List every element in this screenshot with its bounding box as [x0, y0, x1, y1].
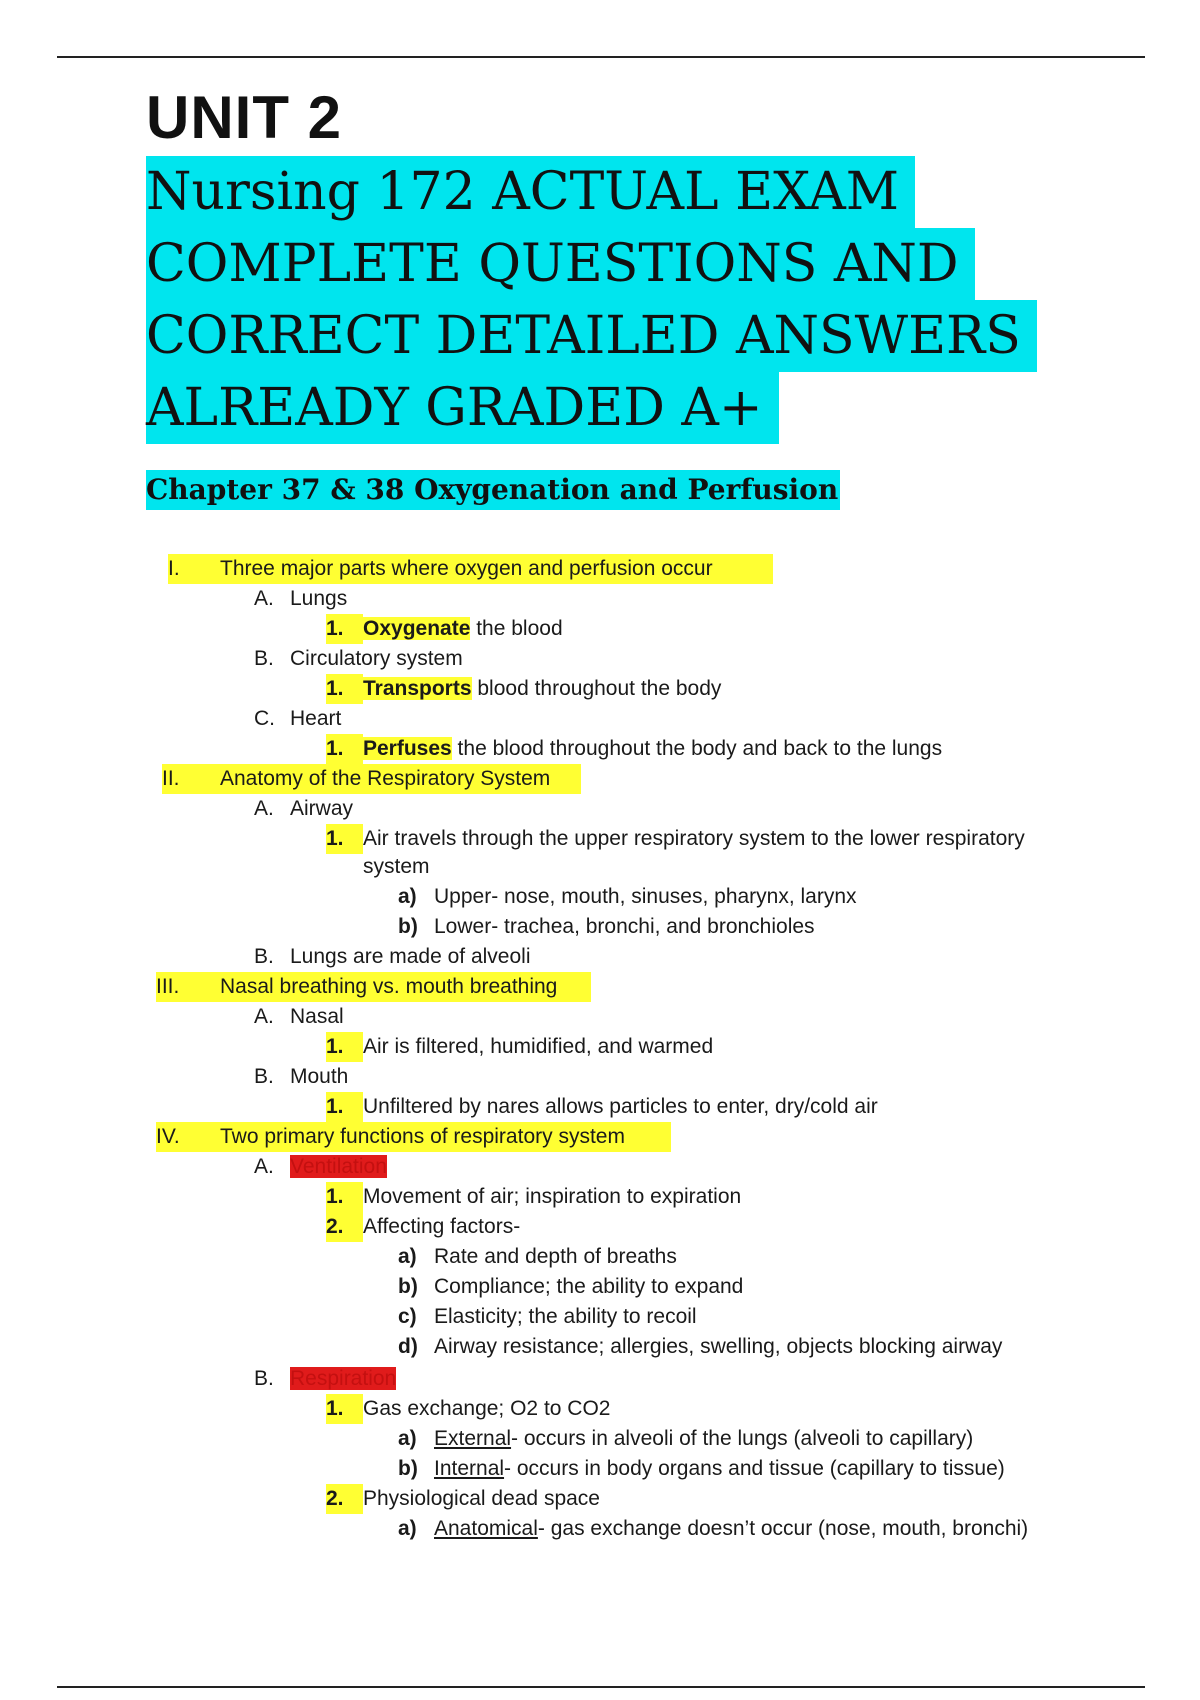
outline-item — [254, 584, 347, 614]
item-marker: c) — [398, 1305, 417, 1328]
item-marker: B. — [254, 1065, 274, 1088]
item-text: the blood throughout the body and back to the lungs — [451, 737, 943, 760]
item-marker: b) — [398, 1275, 418, 1298]
document-header — [146, 80, 1156, 510]
item-marker: 2. — [326, 1212, 363, 1242]
outline-subsubitem — [398, 1332, 1002, 1362]
key-term: Transports — [363, 677, 472, 700]
item-marker: a) — [398, 1517, 417, 1540]
item-marker: 1. — [326, 1182, 363, 1212]
section-text: Anatomy of the Respiratory System — [220, 767, 551, 790]
item-marker: 1. — [326, 734, 363, 764]
outline-item — [254, 704, 341, 734]
item-marker: A. — [254, 797, 274, 820]
item-text: Upper- nose, mouth, sinuses, pharynx, larynx — [434, 885, 857, 908]
item-text: Mouth — [290, 1065, 349, 1088]
item-text: - occurs in alveoli of the lungs (alveoli to capillary) — [511, 1427, 974, 1450]
outline-subitem — [326, 614, 563, 644]
item-text: Nasal — [290, 1005, 344, 1028]
item-text: - gas exchange doesn’t occur (nose, mouth, bronchi) — [537, 1517, 1029, 1540]
item-marker: a) — [398, 1427, 417, 1450]
item-text: Rate and depth of breaths — [434, 1245, 677, 1268]
outline-subsubitem — [398, 1272, 743, 1302]
outline-item — [254, 1152, 387, 1182]
chapter-heading: Chapter 37 & 38 Oxygenation and Perfusion — [146, 470, 840, 510]
outline-subsubitem — [398, 1302, 697, 1332]
outline-subsubitem — [398, 912, 815, 942]
outline-section — [156, 1122, 671, 1152]
section-text: Three major parts where oxygen and perfusion occur — [220, 557, 713, 580]
item-marker: A. — [254, 587, 274, 610]
outline-subitem — [326, 1394, 610, 1424]
item-text: Compliance; the ability to expand — [434, 1275, 744, 1298]
title-line: CORRECT DETAILED ANSWERS — [146, 300, 1037, 372]
item-marker: C. — [254, 707, 275, 730]
item-text: the blood — [470, 617, 563, 640]
outline-section — [162, 764, 581, 794]
item-text: Elasticity; the ability to recoil — [434, 1305, 697, 1328]
item-text: Airway — [290, 797, 354, 820]
item-text: Heart — [290, 707, 342, 730]
key-term: External — [434, 1427, 512, 1450]
key-term: Anatomical — [434, 1517, 538, 1540]
item-text: blood throughout the body — [471, 677, 722, 700]
key-term: Oxygenate — [363, 617, 471, 640]
roman-numeral: III. — [156, 975, 180, 998]
title-line: ALREADY GRADED A+ — [146, 372, 779, 444]
item-marker: B. — [254, 647, 274, 670]
item-marker: 1. — [326, 674, 363, 704]
unit-heading: UNIT 2 — [146, 84, 343, 151]
item-marker: 1. — [326, 1032, 363, 1062]
outline-subitem — [326, 824, 1025, 854]
item-text: Affecting factors- — [363, 1215, 521, 1238]
top-rule — [57, 56, 1145, 58]
title-line: Nursing 172 ACTUAL EXAM — [146, 156, 915, 228]
item-text: Lungs are made of alveoli — [290, 945, 531, 968]
outline-subitem — [326, 1212, 520, 1242]
section-text: Nasal breathing vs. mouth breathing — [220, 975, 558, 998]
item-text: Lower- trachea, bronchi, and bronchioles — [434, 915, 815, 938]
outline-item — [254, 942, 531, 972]
outline-subitem — [326, 1092, 878, 1122]
item-marker: 1. — [326, 824, 363, 854]
item-marker: b) — [398, 915, 418, 938]
item-text: Air is filtered, humidified, and warmed — [363, 1035, 714, 1058]
item-text: Physiological dead space — [363, 1487, 600, 1510]
key-term: Perfuses — [363, 737, 452, 760]
outline-item — [254, 794, 353, 824]
bottom-rule — [57, 1686, 1145, 1688]
item-text: Airway resistance; allergies, swelling, objects blocking airway — [434, 1335, 1003, 1358]
item-text: Circulatory system — [290, 647, 463, 670]
item-text: Movement of air; inspiration to expiration — [363, 1185, 742, 1208]
item-marker: B. — [254, 945, 274, 968]
item-marker: 1. — [326, 614, 363, 644]
document-title — [146, 156, 1156, 444]
item-marker: 1. — [326, 1092, 363, 1122]
outline-subitem — [326, 1484, 600, 1514]
outline-item — [254, 644, 463, 674]
item-marker: d) — [398, 1335, 418, 1358]
item-text: Air travels through the upper respiratory system to the lower respiratory — [363, 827, 1025, 850]
outline-item — [254, 1062, 348, 1092]
outline-subsubitem — [398, 1454, 1005, 1484]
item-text: Ventilation — [290, 1155, 387, 1178]
outline-item — [254, 1002, 344, 1032]
item-text: Unfiltered by nares allows particles to enter, dry/cold air — [363, 1095, 878, 1118]
item-marker: a) — [398, 885, 417, 908]
outline-subitem — [326, 1182, 741, 1212]
item-marker: 2. — [326, 1484, 363, 1514]
item-marker: A. — [254, 1155, 274, 1178]
outline-subitem — [326, 674, 721, 704]
roman-numeral: I. — [168, 557, 180, 580]
item-text: Gas exchange; O2 to CO2 — [363, 1397, 611, 1420]
outline-subsubitem — [398, 1242, 677, 1272]
item-text: Lungs — [290, 587, 348, 610]
item-marker: 1. — [326, 1394, 363, 1424]
outline-section — [156, 972, 591, 1002]
outline-subsubitem — [398, 882, 857, 912]
item-marker: b) — [398, 1457, 418, 1480]
outline-subitem — [326, 734, 942, 764]
outline-subitem — [326, 1032, 713, 1062]
roman-numeral: II. — [162, 767, 180, 790]
roman-numeral: IV. — [156, 1125, 180, 1148]
title-line: COMPLETE QUESTIONS AND — [146, 228, 975, 300]
item-text: - occurs in body organs and tissue (capillary to tissue) — [504, 1457, 1005, 1480]
outline-item — [254, 1364, 396, 1394]
outline-section — [168, 554, 773, 584]
item-text: Respiration — [290, 1367, 397, 1390]
item-marker: B. — [254, 1367, 274, 1390]
item-marker: a) — [398, 1245, 417, 1268]
section-text: Two primary functions of respiratory system — [220, 1125, 625, 1148]
outline-subsubitem — [398, 1424, 973, 1454]
key-term: Internal — [434, 1457, 505, 1480]
outline-continuation: system — [363, 855, 430, 878]
item-marker: A. — [254, 1005, 274, 1028]
outline-subsubitem — [398, 1514, 1028, 1544]
